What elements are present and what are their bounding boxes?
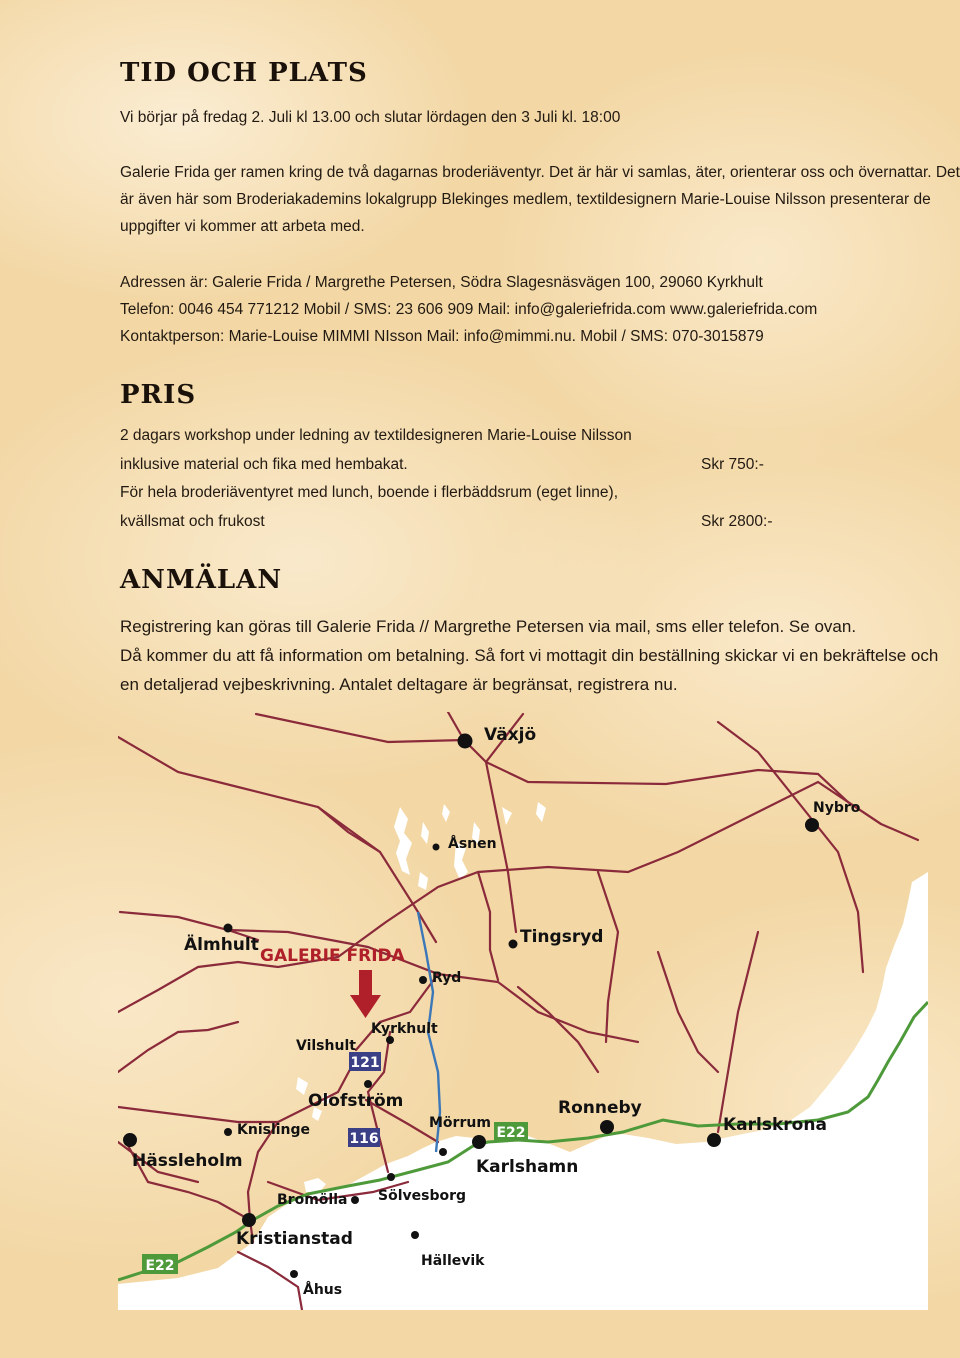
svg-text:E22: E22 <box>496 1125 526 1141</box>
ryd-marker <box>419 976 427 984</box>
contact-paragraph <box>120 269 817 350</box>
label-olofstrom: Olofström <box>308 1091 404 1111</box>
label-knislinge: Knislinge <box>237 1122 311 1138</box>
label-asnen: Åsnen <box>448 836 497 852</box>
road-shield-116 <box>348 1128 380 1147</box>
kyrkhult-marker <box>386 1036 394 1044</box>
description-paragraph: Galerie Frida ger ramen kring de två dagarnas broderiäventyr. Det är här vi samlas, äter, orienterar oss och övernattar. Det är även här som Broderiakademins lokalgrupp Blekinges medlem, textildesignern Marie-Louise Nilsson presenterar de uppgifter vi kommer att arbeta med. <box>120 164 960 235</box>
price-row: För hela broderiäventyret med lunch, boende i flerbäddsrum (eget linne), <box>120 484 618 501</box>
ahus-marker <box>290 1270 298 1278</box>
svg-text:E22: E22 <box>145 1258 175 1274</box>
hassleholm-marker <box>123 1133 137 1147</box>
section-heading-pris: PRIS <box>120 380 197 410</box>
label-galerie-frida: GALERIE FRIDA <box>260 946 405 966</box>
label-kristianstad: Kristianstad <box>236 1229 353 1249</box>
bromolla-marker <box>351 1196 359 1204</box>
ronneby-marker <box>600 1120 614 1134</box>
label-ryd: Ryd <box>432 970 462 986</box>
label-ronneby: Ronneby <box>558 1098 642 1118</box>
svg-text:116: 116 <box>349 1131 379 1147</box>
morrum-marker <box>439 1148 447 1156</box>
hallevik-marker <box>411 1231 419 1239</box>
karlshamn-marker <box>472 1135 486 1149</box>
knislinge-marker <box>224 1128 232 1136</box>
label-bromolla: Bromölla <box>277 1192 348 1208</box>
label-karlskrona: Karlskrona <box>723 1115 827 1135</box>
label-solvesborg: Sölvesborg <box>378 1188 467 1204</box>
label-karlshamn: Karlshamn <box>476 1157 579 1177</box>
label-nybro: Nybro <box>813 800 861 816</box>
route-map <box>118 712 928 1310</box>
svg-text:121: 121 <box>350 1055 380 1071</box>
solvesborg-marker <box>387 1173 395 1181</box>
intro-text: Vi börjar på fredag 2. Juli kl 13.00 och slutar lördagen den 3 Juli kl. 18:00 <box>120 109 621 126</box>
label-hassleholm: Hässleholm <box>132 1151 243 1171</box>
label-morrum: Mörrum <box>429 1115 491 1131</box>
almhult-marker <box>224 924 233 933</box>
road-shield-e22-east <box>494 1122 528 1141</box>
asnen-marker <box>433 844 440 851</box>
label-kyrkhult: Kyrkhult <box>371 1021 438 1037</box>
olofstrom-marker <box>364 1080 372 1088</box>
label-hallevik: Hällevik <box>421 1253 485 1269</box>
label-tingsryd: Tingsryd <box>520 927 604 947</box>
nybro-marker <box>805 818 819 832</box>
vaxjo-marker <box>458 734 473 749</box>
price-row: inklusive material och fika med hembakat. Skr 750:- <box>120 456 764 473</box>
label-ahus: Åhus <box>303 1282 343 1298</box>
destination-arrow <box>350 970 381 1018</box>
label-almhult: Älmhult <box>184 935 259 955</box>
price-row: 2 dagars workshop under ledning av textildesigneren Marie-Louise Nilsson <box>120 427 632 444</box>
address-line: Adressen är: Galerie Frida / Margrethe Petersen, Södra Slagesnäsvägen 100, 29060 Kyrkhult <box>120 274 763 291</box>
price-row: kvällsmat och frukost Skr 2800:- <box>120 513 773 530</box>
price-full: Skr 2800:- <box>701 513 773 530</box>
section-heading-tid-och-plats: TID OCH PLATS <box>120 58 368 88</box>
label-vilshult: Vilshult <box>296 1038 356 1054</box>
label-vaxjo: Växjö <box>484 725 537 745</box>
section-heading-anmalan: ANMÄLAN <box>120 565 283 595</box>
contact-person-line: Kontaktperson: Marie-Louise MIMMI NIsson Mail: info@mimmi.nu. Mobil / SMS: 070-3015879 <box>120 328 764 345</box>
tingsryd-marker <box>509 940 518 949</box>
karlskrona-marker <box>707 1133 721 1147</box>
price-workshop: Skr 750:- <box>701 456 764 473</box>
registration-paragraph: Registrering kan göras till Galerie Frida // Margrethe Petersen via mail, sms eller telefon. Se ovan. Då kommer du att få information om betalning. Så fort vi mottagit din beställning skickar vi en bekräftelse och en detaljerad vejbeskrivning. Antalet deltagare är begränsat, registrera nu. <box>120 617 939 694</box>
kristianstad-marker <box>242 1213 256 1227</box>
road-shield-121 <box>349 1052 381 1071</box>
phone-line: Telefon: 0046 454 771212 Mobil / SMS: 23 606 909 Mail: info@galeriefrida.com www.galeriefrida.com <box>120 301 818 318</box>
road-shield-e22-west <box>142 1254 178 1274</box>
